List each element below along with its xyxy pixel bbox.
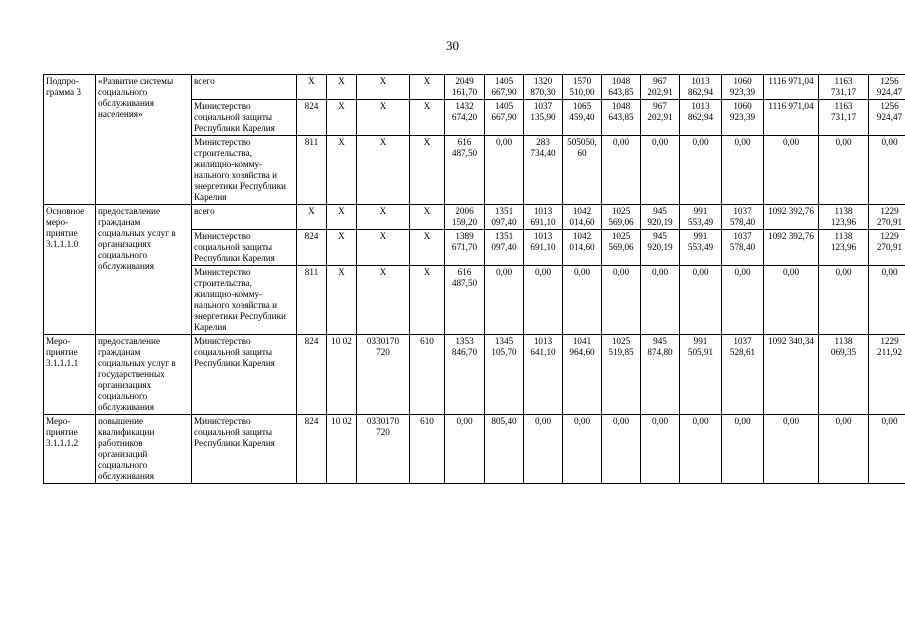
amount-cell: 1025 569,06 bbox=[602, 230, 641, 266]
amount-cell: 1229 211,92 bbox=[869, 335, 905, 415]
amount-cell: 1048 643,85 bbox=[602, 100, 641, 136]
grbs-code-cell: Х bbox=[297, 75, 327, 100]
amount-cell: 0,00 bbox=[485, 136, 524, 205]
executor-cell: всего bbox=[192, 75, 297, 100]
amount-cell: 1432 674,20 bbox=[445, 100, 485, 136]
amount-cell: 0,00 bbox=[764, 415, 819, 484]
amount-cell: 1013 691,10 bbox=[524, 230, 563, 266]
executor-cell: всего bbox=[192, 205, 297, 230]
csr-code-cell: Х bbox=[357, 230, 410, 266]
status-cell: Меро-приятие 3.1.1.1.2 bbox=[44, 415, 96, 484]
amount-cell: 991 553,49 bbox=[680, 205, 722, 230]
amount-cell: 0,00 bbox=[524, 415, 563, 484]
amount-cell: 1048 643,85 bbox=[602, 75, 641, 100]
grbs-code-cell: Х bbox=[297, 205, 327, 230]
grbs-code-cell: 811 bbox=[297, 136, 327, 205]
amount-cell: 1013 862,94 bbox=[680, 100, 722, 136]
amount-cell: 991 553,49 bbox=[680, 230, 722, 266]
amount-cell: 0,00 bbox=[680, 136, 722, 205]
amount-cell: 1320 870,30 bbox=[524, 75, 563, 100]
amount-cell: 0,00 bbox=[722, 136, 764, 205]
amount-cell: 0,00 bbox=[602, 136, 641, 205]
amount-cell: 0,00 bbox=[764, 266, 819, 335]
amount-cell: 0,00 bbox=[602, 415, 641, 484]
amount-cell: 1037 135,90 bbox=[524, 100, 563, 136]
amount-cell: 0,00 bbox=[445, 415, 485, 484]
grbs-code-cell: 811 bbox=[297, 266, 327, 335]
amount-cell: 0,00 bbox=[764, 136, 819, 205]
program-name-cell: предоставление гражданам социальных услуг в государственных организациях социального обслуживания bbox=[96, 335, 192, 415]
rzpr-code-cell: Х bbox=[327, 75, 357, 100]
amount-cell: 1405 667,90 bbox=[485, 75, 524, 100]
amount-cell: 1116 971,04 bbox=[764, 75, 819, 100]
amount-cell: 1353 846,70 bbox=[445, 335, 485, 415]
grbs-code-cell: 824 bbox=[297, 230, 327, 266]
csr-code-cell: 0330170 720 bbox=[357, 415, 410, 484]
csr-code-cell: Х bbox=[357, 100, 410, 136]
amount-cell: 0,00 bbox=[641, 266, 680, 335]
amount-cell: 1138 069,35 bbox=[819, 335, 869, 415]
amount-cell: 505050, 60 bbox=[563, 136, 602, 205]
program-name-cell: «Развитие системы социального обслуживания населения» bbox=[96, 75, 192, 205]
amount-cell: 1256 924,47 bbox=[869, 75, 905, 100]
amount-cell: 1163 731,17 bbox=[819, 100, 869, 136]
budget-table bbox=[43, 74, 905, 484]
amount-cell: 0,00 bbox=[722, 415, 764, 484]
amount-cell: 1060 923,39 bbox=[722, 75, 764, 100]
amount-cell: 1138 123,96 bbox=[819, 205, 869, 230]
amount-cell: 2006 159,20 bbox=[445, 205, 485, 230]
executor-cell: Министерство строительства, жилищно-комму-нального хозяйства и энергетики Республики Карелия bbox=[192, 136, 297, 205]
rzpr-code-cell: 10 02 bbox=[327, 415, 357, 484]
amount-cell: 0,00 bbox=[602, 266, 641, 335]
amount-cell: 1037 578,40 bbox=[722, 230, 764, 266]
amount-cell: 1060 923,39 bbox=[722, 100, 764, 136]
vr-code-cell: Х bbox=[410, 266, 445, 335]
amount-cell: 1013 691,10 bbox=[524, 205, 563, 230]
amount-cell: 967 202,91 bbox=[641, 100, 680, 136]
grbs-code-cell: 824 bbox=[297, 335, 327, 415]
amount-cell: 1229 270,91 bbox=[869, 205, 905, 230]
amount-cell: 0,00 bbox=[869, 266, 905, 335]
amount-cell: 991 505,91 bbox=[680, 335, 722, 415]
amount-cell: 0,00 bbox=[485, 266, 524, 335]
rzpr-code-cell: Х bbox=[327, 266, 357, 335]
amount-cell: 0,00 bbox=[819, 266, 869, 335]
csr-code-cell: 0330170 720 bbox=[357, 335, 410, 415]
amount-cell: 1092 392,76 bbox=[764, 230, 819, 266]
grbs-code-cell: 824 bbox=[297, 415, 327, 484]
amount-cell: 1041 964,60 bbox=[563, 335, 602, 415]
amount-cell: 1570 510,00 bbox=[563, 75, 602, 100]
status-cell: Основное меро-приятие 3.1.1.1.0 bbox=[44, 205, 96, 335]
amount-cell: 1025 519,85 bbox=[602, 335, 641, 415]
page-number: 30 bbox=[446, 38, 459, 53]
table-row bbox=[44, 415, 905, 484]
amount-cell: 1025 569,06 bbox=[602, 205, 641, 230]
vr-code-cell: Х bbox=[410, 75, 445, 100]
amount-cell: 0,00 bbox=[563, 266, 602, 335]
table-row bbox=[44, 75, 905, 100]
program-name-cell: предоставление гражданам социальных услуг в организациях социального обслуживания bbox=[96, 205, 192, 335]
program-name-cell: повышение квалификации работников организаций социального обслуживания bbox=[96, 415, 192, 484]
amount-cell: 0,00 bbox=[722, 266, 764, 335]
amount-cell: 1013 641,10 bbox=[524, 335, 563, 415]
executor-cell: Министерство социальной защиты Республики Карелия bbox=[192, 335, 297, 415]
amount-cell: 805,40 bbox=[485, 415, 524, 484]
vr-code-cell: Х bbox=[410, 136, 445, 205]
amount-cell: 1138 123,96 bbox=[819, 230, 869, 266]
table-row bbox=[44, 205, 905, 230]
rzpr-code-cell: Х bbox=[327, 230, 357, 266]
table-row bbox=[44, 335, 905, 415]
amount-cell: 0,00 bbox=[819, 136, 869, 205]
amount-cell: 283 734,40 bbox=[524, 136, 563, 205]
amount-cell: 945 920,19 bbox=[641, 205, 680, 230]
amount-cell: 1042 014,60 bbox=[563, 230, 602, 266]
amount-cell: 1351 097,40 bbox=[485, 230, 524, 266]
csr-code-cell: Х bbox=[357, 136, 410, 205]
status-cell: Подпро-грамма 3 bbox=[44, 75, 96, 205]
rzpr-code-cell: 10 02 bbox=[327, 335, 357, 415]
amount-cell: 1389 671,70 bbox=[445, 230, 485, 266]
amount-cell: 1092 340,34 bbox=[764, 335, 819, 415]
amount-cell: 616 487,50 bbox=[445, 136, 485, 205]
amount-cell: 2049 161,70 bbox=[445, 75, 485, 100]
amount-cell: 1037 528,61 bbox=[722, 335, 764, 415]
executor-cell: Министерство социальной защиты Республики Карелия bbox=[192, 415, 297, 484]
amount-cell: 1351 097,40 bbox=[485, 205, 524, 230]
csr-code-cell: Х bbox=[357, 75, 410, 100]
amount-cell: 1405 667,90 bbox=[485, 100, 524, 136]
amount-cell: 0,00 bbox=[641, 136, 680, 205]
amount-cell: 1116 971,04 bbox=[764, 100, 819, 136]
amount-cell: 1013 862,94 bbox=[680, 75, 722, 100]
amount-cell: 1229 270,91 bbox=[869, 230, 905, 266]
amount-cell: 1345 105,70 bbox=[485, 335, 524, 415]
executor-cell: Министерство строительства, жилищно-комму-нального хозяйства и энергетики Республики Карелия bbox=[192, 266, 297, 335]
amount-cell: 945 874,80 bbox=[641, 335, 680, 415]
amount-cell: 0,00 bbox=[641, 415, 680, 484]
amount-cell: 1037 578,40 bbox=[722, 205, 764, 230]
vr-code-cell: 610 bbox=[410, 415, 445, 484]
rzpr-code-cell: Х bbox=[327, 205, 357, 230]
vr-code-cell: Х bbox=[410, 100, 445, 136]
amount-cell: 0,00 bbox=[563, 415, 602, 484]
rzpr-code-cell: Х bbox=[327, 100, 357, 136]
csr-code-cell: Х bbox=[357, 205, 410, 230]
amount-cell: 945 920,19 bbox=[641, 230, 680, 266]
csr-code-cell: Х bbox=[357, 266, 410, 335]
amount-cell: 616 487,50 bbox=[445, 266, 485, 335]
grbs-code-cell: 824 bbox=[297, 100, 327, 136]
amount-cell: 0,00 bbox=[524, 266, 563, 335]
amount-cell: 1042 014,60 bbox=[563, 205, 602, 230]
executor-cell: Министерство социальной защиты Республики Карелия bbox=[192, 100, 297, 136]
status-cell: Меро-приятие 3.1.1.1.1 bbox=[44, 335, 96, 415]
vr-code-cell: Х bbox=[410, 205, 445, 230]
vr-code-cell: 610 bbox=[410, 335, 445, 415]
amount-cell: 1065 459,40 bbox=[563, 100, 602, 136]
amount-cell: 0,00 bbox=[869, 415, 905, 484]
amount-cell: 967 202,91 bbox=[641, 75, 680, 100]
amount-cell: 0,00 bbox=[869, 136, 905, 205]
executor-cell: Министерство социальной защиты Республики Карелия bbox=[192, 230, 297, 266]
amount-cell: 0,00 bbox=[680, 415, 722, 484]
rzpr-code-cell: Х bbox=[327, 136, 357, 205]
amount-cell: 1163 731,17 bbox=[819, 75, 869, 100]
vr-code-cell: Х bbox=[410, 230, 445, 266]
amount-cell: 0,00 bbox=[819, 415, 869, 484]
amount-cell: 1092 392,76 bbox=[764, 205, 819, 230]
amount-cell: 1256 924,47 bbox=[869, 100, 905, 136]
amount-cell: 0,00 bbox=[680, 266, 722, 335]
